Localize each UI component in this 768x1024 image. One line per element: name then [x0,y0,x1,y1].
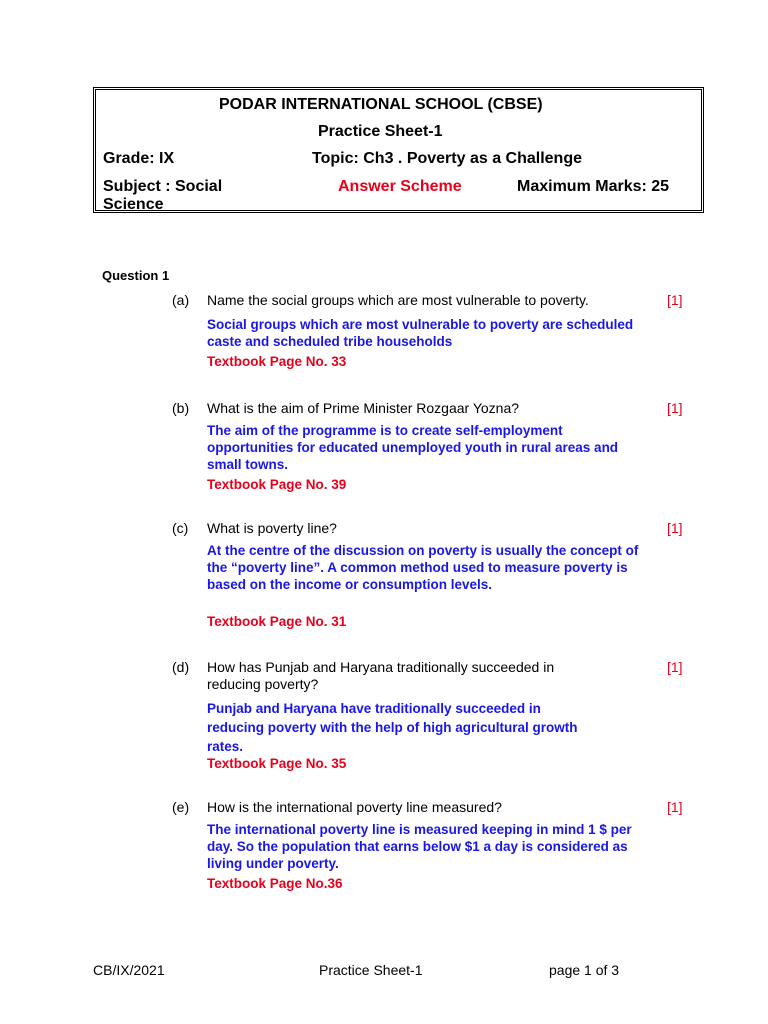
textbook-reference: Textbook Page No. 39 [207,477,347,492]
question-label: (c) [172,520,189,536]
answer-text: Social groups which are most vulnerable to poverty are scheduled caste and scheduled tribe households [207,317,634,349]
school-name: PODAR INTERNATIONAL SCHOOL (CBSE) [219,96,543,113]
marks-label: [1] [667,520,683,536]
subject-label: Subject : Social Science [103,178,223,213]
answer-text: The international poverty line is measured keeping in mind 1 $ per day. So the population that earns below $1 a day is considered as living under poverty. [207,822,632,871]
textbook-reference: Textbook Page No. 31 [207,614,347,629]
answer-scheme-label: Answer Scheme [338,178,462,195]
question-text: Name the social groups which are most vulnerable to poverty. [207,292,589,308]
topic-label: Topic: Ch3 . Poverty as a Challenge [312,150,582,167]
textbook-reference: Textbook Page No. 35 [207,756,347,771]
question-label: (b) [172,400,190,416]
footer-page-number: page 1 of 3 [549,962,620,978]
question-title: Question 1 [102,268,170,283]
footer-sheet: Practice Sheet-1 [319,962,423,978]
grade-label: Grade: IX [103,150,175,167]
answer-text: Punjab and Haryana have traditionally succeeded in reducing poverty with the help of high agricultural growth rates. [207,701,578,754]
question-label: (e) [172,799,190,815]
textbook-reference: Textbook Page No. 33 [207,354,347,369]
question-text: How has Punjab and Haryana traditionally succeeded in reducing poverty? [207,659,555,692]
header-box [93,87,704,213]
question-text: How is the international poverty line measured? [207,799,502,815]
answer-text: The aim of the programme is to create self-employment opportunities for educated unemployed youth in rural areas and small towns. [207,423,619,472]
marks-label: [1] [667,799,683,815]
answer-text: At the centre of the discussion on poverty is usually the concept of the “poverty line”. A common method used to measure poverty is based on the income or consumption levels. [207,543,639,592]
question-label: (d) [172,659,190,675]
question-label: (a) [172,292,190,308]
question-text: What is poverty line? [207,520,337,536]
marks-label: [1] [667,292,683,308]
maximum-marks-label: Maximum Marks: 25 [517,178,670,195]
sheet-title: Practice Sheet-1 [318,123,443,140]
footer-code: CB/IX/2021 [93,962,165,978]
marks-label: [1] [667,659,683,675]
marks-label: [1] [667,400,683,416]
question-text: What is the aim of Prime Minister Rozgaar Yozna? [207,400,520,416]
textbook-reference: Textbook Page No.36 [207,876,343,891]
